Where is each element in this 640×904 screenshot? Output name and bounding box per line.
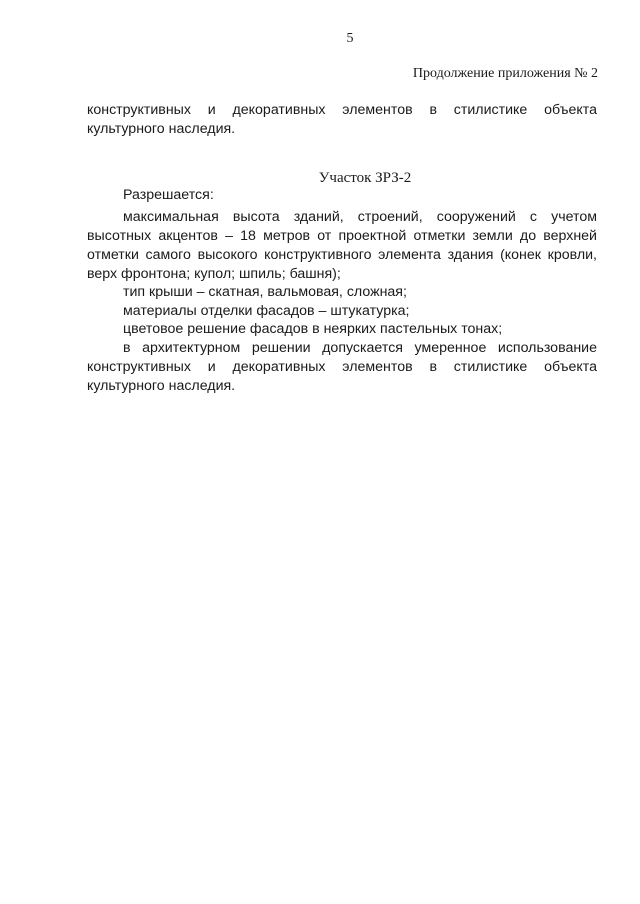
appendix-continuation-note: Продолжение приложения № 2 <box>412 66 598 81</box>
height-line-2: высотных акцентов – 18 метров от проектной отметки земли до верхней <box>87 228 597 244</box>
architecture-line-3: культурного наследия. <box>87 378 236 394</box>
height-line-4: верх фронтона; купол; шпиль; башня); <box>87 266 341 282</box>
page-number: 5 <box>346 31 354 46</box>
architecture-line-2: конструктивных и декоративных элементов в стилистике объекта <box>87 359 597 375</box>
continuation-line-2: культурного наследия. <box>87 121 236 137</box>
roof-type-line: тип крыши – скатная, вальмовая, сложная; <box>123 284 407 300</box>
allowed-label: Разрешается: <box>123 187 214 203</box>
continuation-line-1: конструктивных и декоративных элементов в стилистике объекта <box>87 102 597 118</box>
height-line-1: максимальная высота зданий, строений, сооружений с учетом <box>123 209 597 225</box>
facade-materials-line: материалы отделки фасадов – штукатурка; <box>123 303 410 319</box>
height-line-3: отметки самого высокого конструктивного элемента здания (конек кровли, <box>87 247 597 263</box>
section-title: Участок ЗРЗ-2 <box>318 170 412 186</box>
facade-colors-line: цветовое решение фасадов в неярких пастельных тонах; <box>123 321 503 337</box>
architecture-line-1: в архитектурном решении допускается умеренное использование <box>123 340 597 356</box>
